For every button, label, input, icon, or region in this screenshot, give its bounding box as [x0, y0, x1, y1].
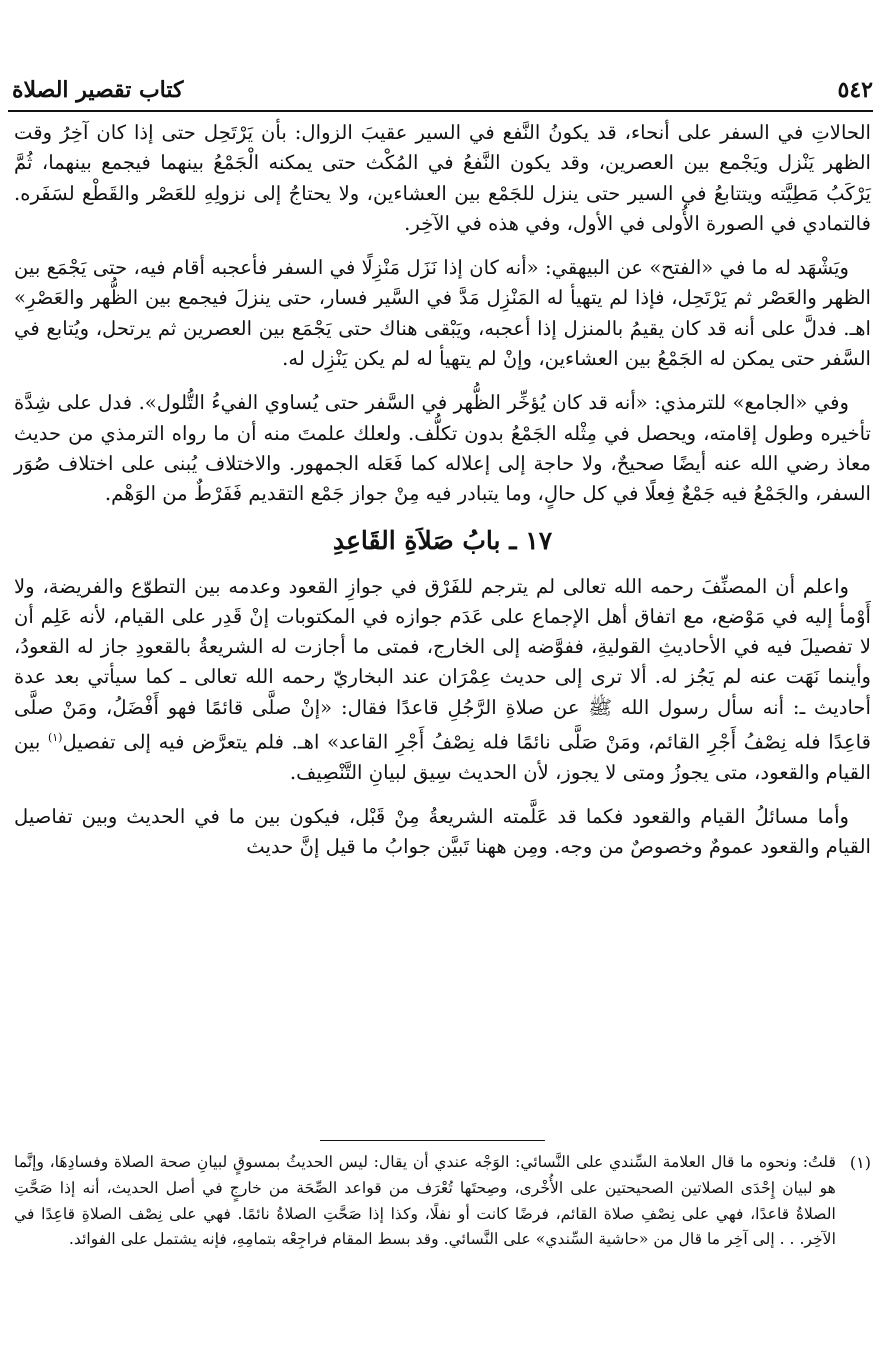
chapter-title: بابُ صَلاَةِ القَاعِدِ [332, 525, 501, 555]
paragraph-5: وأما مسائلُ القيام والقعود فكما قد عَلَّمته الشريعةُ مِنْ قَبْل، فيكون بين ما في الحديث وبين تفاصيل القيام والقعود عمومٌ وخصوصٌ من وجه. ومِن ههنا تَبيَّن جوابُ ما قيل إنَّ حديث [14, 805, 871, 859]
header-rule [8, 110, 873, 112]
paragraph-4 [14, 572, 871, 789]
main-text [14, 118, 871, 877]
chapter-number: ١٧ [525, 525, 553, 555]
paragraph-4-text-end: بين القيام والقعود، متى يجوزُ ومتى لا يجوز، لأن الحديث سِيق لبيانِ التَّنْصِيف. [14, 730, 871, 784]
paragraph-1: الحالاتِ في السفر على أنحاء، قد يكونُ النَّفع في السير عقيبَ الزوال: بأن يَرْتَحِل حتى إذا كان آخِرُ وقت الظهر يَنْزل ويَجْمع بين العصرين، وقد يكون النَّفعُ في المُكْث حتى يمكنه الْجَمْعُ بينهما فيجمع بينهما، ثُمَّ يَرْكَبُ مَطِيَّته ويتتابعُ في السير حتى ينزل للجَمْع بين العشاءين، ولا يحتاجُ إلى نزولِهِ للعَصْر والقَطْع لسَفَره. فالتمادي في الصورة الأُولى في الأول، وفي هذه في الآخِر. [14, 121, 871, 235]
footnote-text: قلتُ: ونحوه ما قال العلامة السِّندي على النَّسائي: الوَجْه عندي أن يقال: ليس الحديثُ بمسوقٍ لبيانِ صحة الصلاة وفسادِهَا، وإنَّما هو لبيان إِحْدَى الصلاتين الصحيحتين على الأُخْرى، وصِحتَها تُعْرَف من قواعد الصِّحَة من خارجٍ في أصل الحديث، أنه إذا صَحَّتِ الصلاةُ قاعدًا، فهي على نِصْفِ صلاة القائم، فرضًا كانت أو نفلًا، وكذا إذا صَحَّتِ الصلاةُ نائمًا. فهي على نِصْف الصلاةِ قاعِدًا في الآخِر. . . إلى آخِر ما قال من «حاشية السِّندي» على النَّسائي. وقد بسط المقام فراجِعْه بتمامِهِ، فإنه يشتمل على الفوائد. [14, 1153, 836, 1249]
footnote-reference[interactable]: (١) [47, 731, 63, 745]
footnote-number: (١) [849, 1153, 871, 1172]
running-title: كتاب تقصير الصلاة [12, 77, 184, 103]
chapter-heading [14, 524, 871, 558]
page-number: ٥٤٢ [837, 77, 873, 103]
chapter-dash: ـ [509, 525, 517, 555]
footnote-rule [320, 1140, 545, 1141]
footnote [14, 1150, 871, 1253]
paragraph-3: وفي «الجامع» للترمذي: «أنه قد كان يُؤخِّر الظُّهر في السَّفر حتى يُساوي الفيءُ التُّلول». فدل على شِدَّة تأخيره وطول إقامته، ويحصل في مِثْله الجَمْعُ بدون تكلُّف. ولعلك علمتَ منه أن ما رواه الترمذي من حديث معاذ رضي الله عنه أيضًا صحيحٌ، ولا حاجة إلى إعلاله كما فَعَله الجمهور. والاختلاف يُبنى على اختلاف صُوَر السفر، والجَمْعُ فيه جَمْعٌ فِعلًا في كل حالٍ، وما يتبادر فيه مِنْ جواز جَمْع التقديم فَفَرْطٌ من الوَهْم. [14, 391, 871, 506]
page-header [12, 72, 873, 108]
paragraph-4-text: واعلم أن المصنِّفَ رحمه الله تعالى لم يترجم للفَرْق في جوازِ القعود وعدمه بين التطوّع والفريضة، ولا أَوْمأ إليه في مَوْضع، مع اتفاق أهل الإجماع على عَدَم جوازه في المكتوبات إنْ قَدِر على القيام، لأنه عَلِم أن لا تفصيلَ فيه في الأحاديثِ القوليةِ، ففوَّضه إلى الخارج، فمتى ما أجازت له الشريعةُ بالقعودِ جاز له القعودُ، وأينما نَهَت عنه لم يَجُز له. ألا ترى إلى حديث عِمْرَان عند البخاريّ رحمه الله تعالى ـ كما سيأتي بعد عدة أحاديث ـ: أنه سأل رسول الله ﷺ عن صلاةِ الرَّجُلِ قاعدًا فقال: «إنْ صلَّى قائمًا فهو أَفْضَلُ، ومَنْ صلَّى قاعِدًا فله نِصْفُ أَجْرِ القائم، ومَنْ صَلَّى نائمًا فله نِصْفُ أَجْرِ القاعد» اهـ. فلم يتعرَّض فيه إلى تفصيل [14, 574, 871, 754]
paragraph-2: ويَشْهَد له ما في «الفتح» عن البيهقي: «أنه كان إذا نَزَل مَنْزِلًا في السفر فأعجبه أقام فيه، حتى يَجْمَع بين الظهر والعَصْر ثم يَرْتَحِل، فإذا لم يتهيأ له المَنْزِل مَدَّ في السَّير فسار، حتى ينزلَ فيجمع بين الظُّهر والعَصْرِ» اهـ. فدلَّ على أنه قد كان يقيمُ بالمنزل إذا أعجبه، ويَبْقى هناك حتى يَجْمَع بين العصرين ثم يرتحل، ويُتابع في السَّفر حتى يمكن له الجَمْعُ بين العشاءين، وإنْ لم يتهيأ له لم يكن يَنْزِل له. [14, 256, 871, 371]
